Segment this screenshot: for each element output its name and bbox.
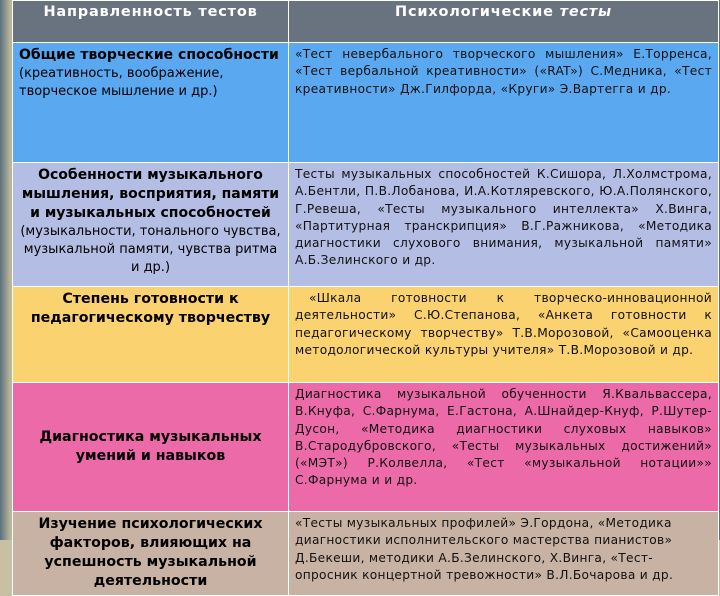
row-note: (музыкальности, тонального чувства, музыкальной памяти, чувства ритма и др.) — [20, 224, 281, 275]
header-direction: Направленность тестов — [13, 1, 289, 43]
header-tests: Психологические тесты — [289, 1, 719, 43]
table-row — [13, 383, 719, 512]
row-title: Изучение психологических факторов, влияющих на успешность музыкальной деятельности — [38, 516, 263, 589]
row-direction-cell — [13, 287, 289, 383]
row-tests-cell: Диагностика музыкальной обученности Я.Квальвассера, В.Кнуфа, С.Фарнума, Е.Гастона, А.Шнайдер-Кнуф, Р.Шутер-Дусон, «Методика диагностики слуховых навыков» В.Стародубровского, «Тесты музыкальных достижений» («МЭТ») Р.Колвелла, «Тест «музыкальной нотации»» С.Фарнума и и др. — [289, 383, 719, 512]
table-header-row — [13, 1, 719, 43]
row-direction-cell — [13, 163, 289, 287]
row-direction-cell — [13, 512, 289, 596]
table-row — [13, 43, 719, 163]
row-title: Особенности музыкального мышления, восприятия, памяти и музыкальных способностей — [21, 167, 280, 221]
table-row — [13, 512, 719, 596]
row-tests-cell: «Тесты музыкальных профилей» Э.Гордона, «Методика диагностики исполнительского мастерства пианистов» Д.Бекеши, методики А.Б.Зелинского, Х.Винга, «Тест-опросник концертной тревожности» В.Л.Бочарова и др. — [289, 512, 719, 596]
row-title: Общие творческие способности — [19, 47, 279, 63]
table-row — [13, 163, 719, 287]
row-direction-cell — [13, 43, 289, 163]
row-title: Диагностика музыкальных умений и навыков — [39, 429, 262, 464]
row-tests-cell: Тесты музыкальных способностей К.Сишора, Л.Холмстрома, А.Бентли, П.В.Лобанова, И.А.Котляревского, Ю.А.Полянского, Г.Ревеша, «Тесты музыкального интеллекта» Х.Винга, «Партитурная транскрипция» В.Г.Ражникова, «Методика диагностики слухового внимания, музыкальной памяти» А.Б.Зелинского и др. — [289, 163, 719, 287]
row-tests-cell: «Шкала готовности к творческо-инновационной деятельности» С.Ю.Степанова, «Анкета готовности к педагогическому творчеству» Т.В.Морозовой, «Самооценка методологической культуры учителя» Т.В.Морозовой и др. — [289, 287, 719, 383]
row-note: (креативность, воображение, творческое мышление и др.) — [19, 66, 224, 99]
table-row — [13, 287, 719, 383]
row-tests-cell: «Тест невербального творческого мышления» Е.Торренса, «Тест вербальной креативности» («RAT») С.Медника, «Тест креативности» Дж.Гилфорда, «Круги» Э.Вартегга и др. — [289, 43, 719, 163]
row-direction-cell — [13, 383, 289, 512]
tests-table — [12, 0, 719, 596]
row-title: Степень готовности к педагогическому творчеству — [30, 291, 271, 326]
